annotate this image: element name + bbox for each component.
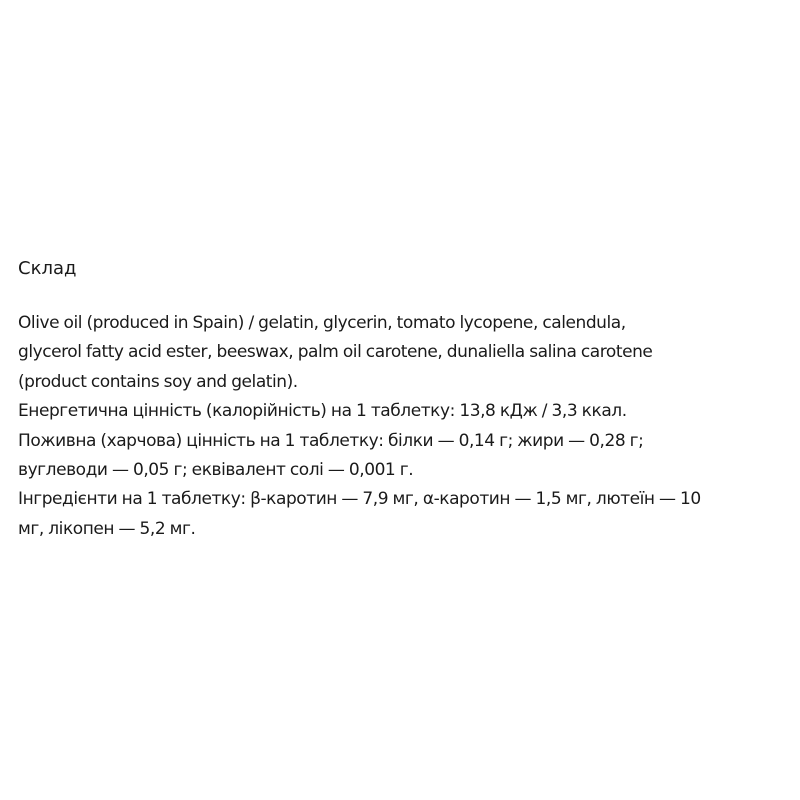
composition-line: glycerol fatty acid ester, beeswax, palm oil carotene, dunaliella salina carotene — [18, 342, 653, 363]
ingredients-line: мг, лікопен — 5,2 мг. — [18, 518, 196, 539]
composition-line: Olive oil (produced in Spain) / gelatin, glycerin, tomato lycopene, calendula, — [18, 313, 626, 333]
composition-line: (product contains soy and gelatin). — [18, 371, 298, 392]
nutrition-value-line: Поживна (харчова) цінність на 1 таблетку: білки — 0,14 г; жири — 0,28 г; — [18, 430, 644, 451]
section-title: Склад — [18, 258, 77, 279]
composition-text — [18, 309, 800, 544]
ingredients-line: Інгредієнти на 1 таблетку: β-каротин — 7,9 мг, α-каротин — 1,5 мг, лютеїн — 10 — [18, 489, 701, 510]
energy-value-line: Енергетична цінність (калорійність) на 1 таблетку: 13,8 кДж / 3,3 ккал. — [18, 401, 627, 422]
composition-section — [18, 253, 800, 544]
nutrition-value-line: вуглеводи — 0,05 г; еквівалент солі — 0,001 г. — [18, 460, 414, 481]
